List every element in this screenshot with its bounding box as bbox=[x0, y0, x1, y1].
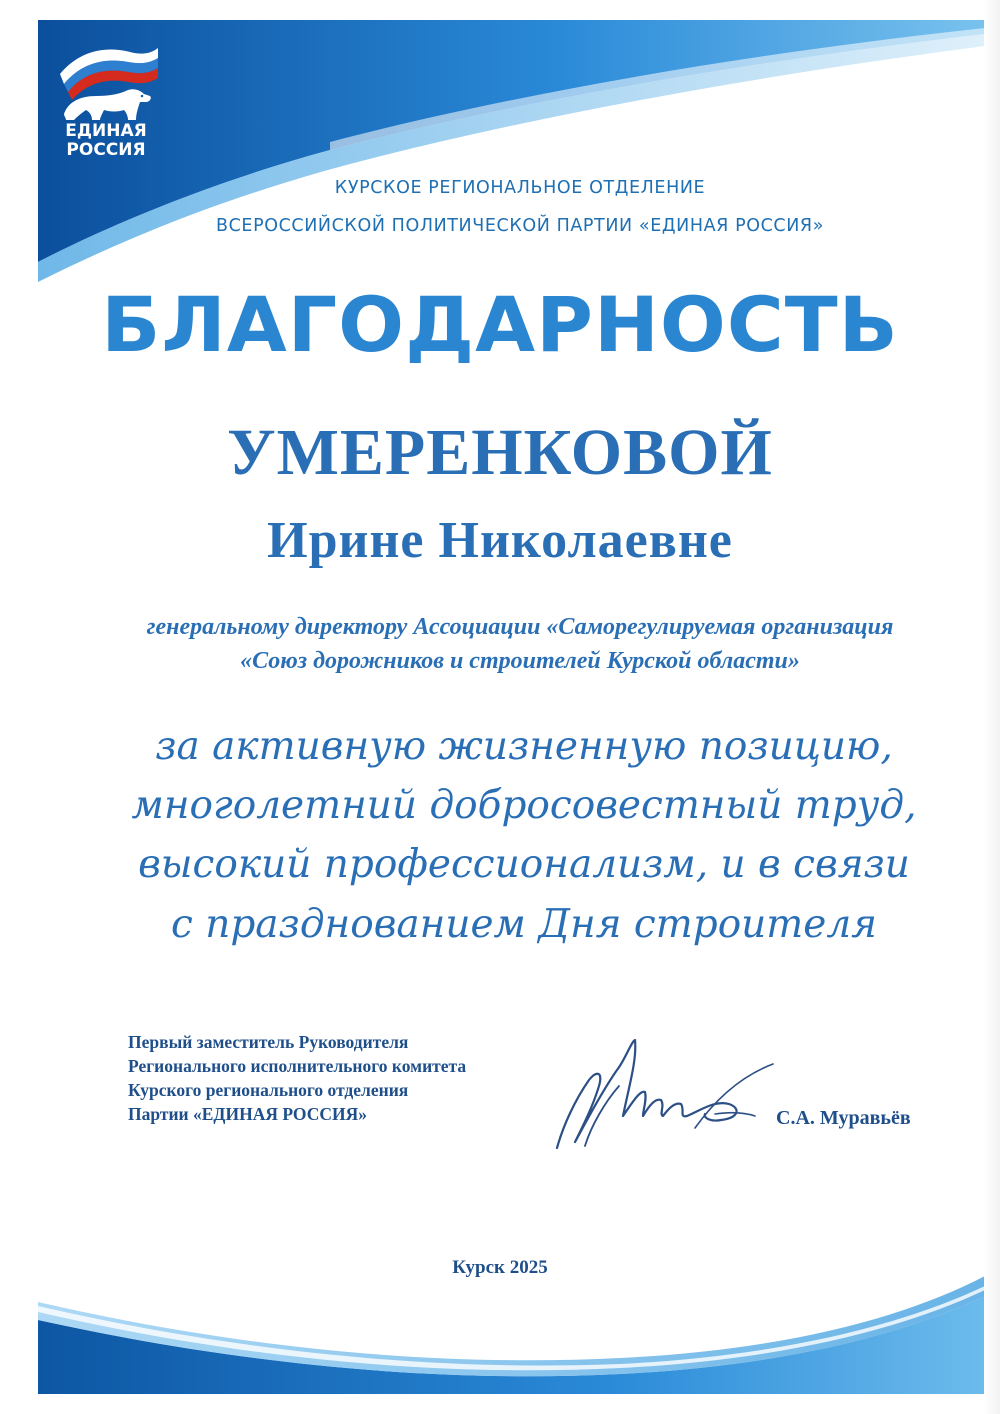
signatory-title-line4: Партии «ЕДИНАЯ РОССИЯ» bbox=[128, 1104, 368, 1124]
signatory-name: С.А. Муравьёв bbox=[776, 1107, 911, 1129]
reason-line1: за активную жизненную позицию, bbox=[155, 724, 893, 769]
recipient-position-line1: генеральному директору Ассоциации «Саморегулируемая организация bbox=[146, 614, 894, 640]
reason-line3: высокий профессионализм, и в связи bbox=[138, 842, 910, 887]
page-edge-shadow bbox=[984, 0, 1000, 1414]
signatory-title-line1: Первый заместитель Руководителя bbox=[128, 1032, 409, 1052]
logo-text-line1: ЕДИНАЯ bbox=[65, 121, 147, 141]
place-and-year: Курск 2025 bbox=[452, 1257, 548, 1278]
signatory-title-line2: Регионального исполнительного комитета bbox=[128, 1056, 467, 1076]
document-title: БЛАГОДАРНОСТЬ bbox=[101, 280, 899, 369]
logo-text-line2: РОССИЯ bbox=[66, 140, 146, 160]
org-name-line1: КУРСКОЕ РЕГИОНАЛЬНОЕ ОТДЕЛЕНИЕ bbox=[334, 178, 706, 198]
reason-line2: многолетний добросовестный труд, bbox=[131, 783, 917, 828]
bear-flag-logo-icon bbox=[50, 36, 162, 126]
recipient-position-line2: «Союз дорожников и строителей Курской области» bbox=[240, 648, 800, 674]
party-logo bbox=[50, 36, 162, 168]
signatory-title-line3: Курского регионального отделения bbox=[128, 1080, 409, 1100]
handwritten-signature bbox=[545, 1030, 775, 1160]
reason-line4: с празднованием Дня строителя bbox=[170, 902, 878, 947]
recipient-surname: УМЕРЕНКОВОЙ bbox=[227, 416, 773, 489]
recipient-name: Ирине Николаевне bbox=[267, 512, 733, 569]
org-name-line2: ВСЕРОССИЙСКОЙ ПОЛИТИЧЕСКОЙ ПАРТИИ «ЕДИНАЯ РОССИЯ» bbox=[215, 216, 824, 236]
